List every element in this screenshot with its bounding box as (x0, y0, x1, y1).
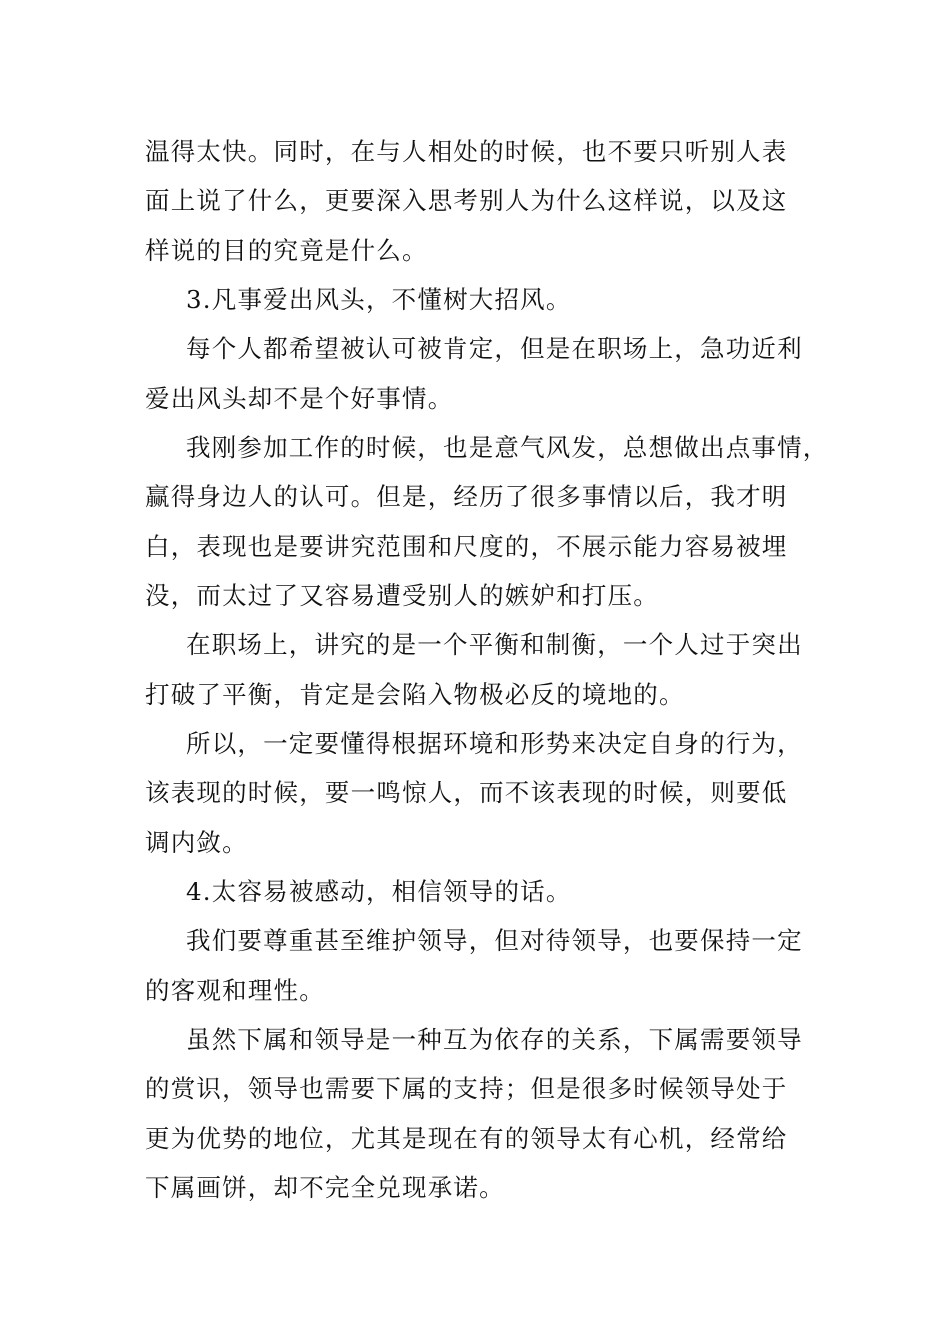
text-line: 样说的目的究竟是什么。 (145, 236, 428, 265)
text-line: 打破了平衡，肯定是会陷入物极必反的境地的。 (145, 680, 685, 709)
text-line: 没，而太过了又容易遭受别人的嫉妒和打压。 (145, 581, 659, 610)
text-line: 赢得身边人的认可。但是，经历了很多事情以后，我才明 (145, 482, 788, 511)
text-line: 所以，一定要懂得根据环境和形势来决定自身的行为， (186, 729, 803, 758)
text-line: 的赏识，领导也需要下属的支持；但是很多时候领导处于 (145, 1074, 788, 1103)
text-line: 我刚参加工作的时候，也是意气风发，总想做出点事情， (186, 433, 829, 462)
text-line: 温得太快。同时，在与人相处的时候，也不要只听别人表 (145, 137, 788, 166)
text-line: 白，表现也是要讲究范围和尺度的，不展示能力容易被埋 (145, 532, 788, 561)
text-line: 虽然下属和领导是一种互为依存的关系，下属需要领导 (186, 1025, 803, 1054)
text-line: 的客观和理性。 (145, 976, 325, 1005)
text-line: 调内敛。 (145, 828, 248, 857)
text-line: 面上说了什么，更要深入思考别人为什么这样说，以及这 (145, 186, 788, 215)
text-line: 下属画饼，却不完全兑现承诺。 (145, 1173, 505, 1202)
text-line: 每个人都希望被认可被肯定，但是在职场上，急功近利 (186, 334, 803, 363)
section-heading: 4.太容易被感动，相信领导的话。 (186, 877, 572, 906)
text-line: 我们要尊重甚至维护领导，但对待领导，也要保持一定 (186, 926, 803, 955)
text-line: 该表现的时候，要一鸣惊人，而不该表现的时候，则要低 (145, 778, 788, 807)
text-line: 爱出风头却不是个好事情。 (145, 384, 454, 413)
section-heading: 3.凡事爱出风头，不懂树大招风。 (186, 285, 572, 314)
text-line: 在职场上，讲究的是一个平衡和制衡，一个人过于突出 (186, 630, 803, 659)
text-line: 更为优势的地位，尤其是现在有的领导太有心机，经常给 (145, 1124, 788, 1153)
